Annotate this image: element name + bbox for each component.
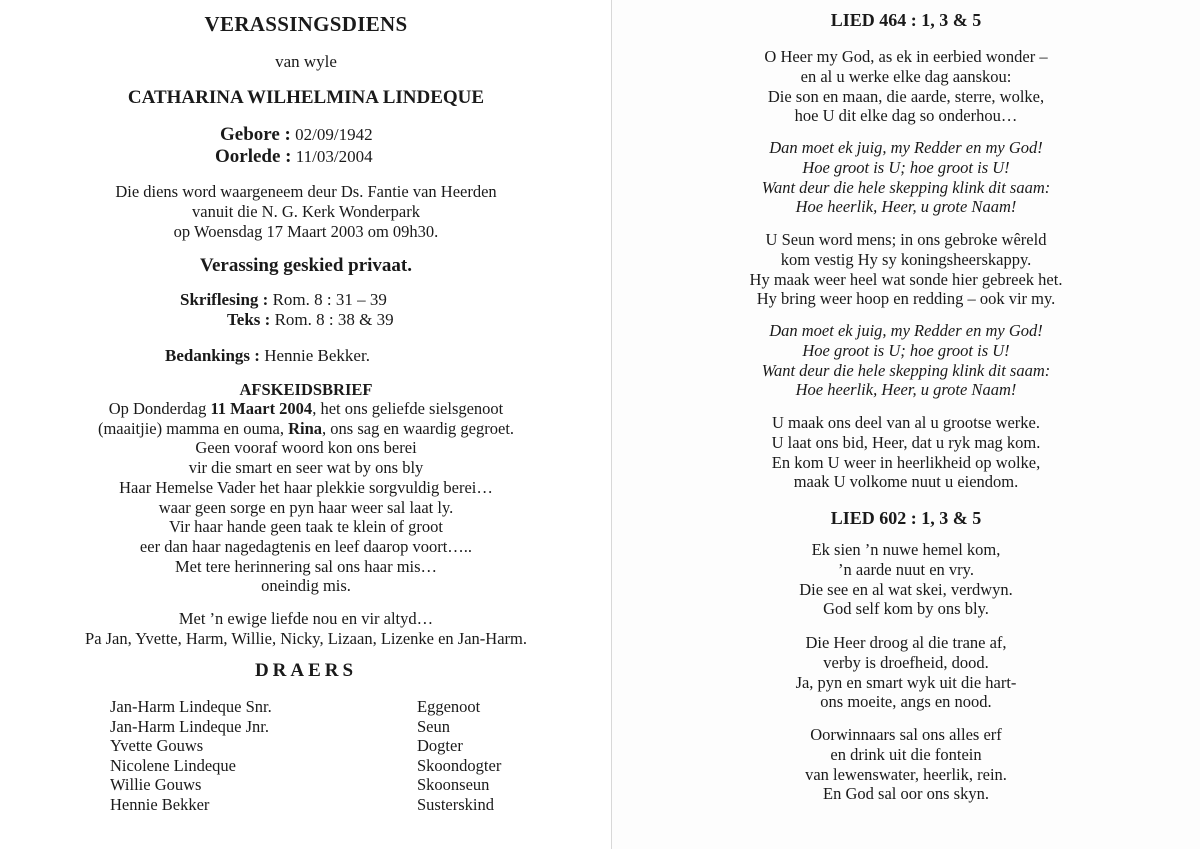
hymn-stanza [612, 633, 1200, 712]
page-title: VERASSINGSDIENS [204, 12, 408, 36]
stanza-line: Die Heer droog al die trane af, [805, 633, 1007, 652]
bearer-relation: Dogter [417, 736, 463, 755]
private-notice: Verassing geskied privaat. [199, 255, 412, 276]
hymn-title: LIED 464 : 1, 3 & 5 [830, 10, 982, 30]
death-date-value: 11/03/2004 [291, 147, 373, 166]
hymn-title: LIED 602 : 1, 3 & 5 [830, 508, 982, 528]
stanza-line: en drink uit die fontein [830, 744, 982, 764]
letter-line: Met tere herinnering sal ons haar mis… [174, 556, 438, 576]
letter-line: vir die smart en seer wat by ons bly [188, 458, 424, 478]
stanza-line: Hoe groot is U; hoe groot is U! [802, 340, 1010, 360]
hymn-stanza [612, 413, 1200, 492]
stanza-line: Dan moet ek juig, my Redder en my God! [769, 138, 1043, 157]
stanza-line: U Seun word mens; in ons gebroke wêreld [765, 230, 1047, 249]
hymn-refrain [612, 321, 1200, 400]
service-line: op Woensdag 17 Maart 2003 om 09h30. [173, 222, 439, 241]
stanza-line: Hoe groot is U; hoe groot is U! [802, 157, 1010, 177]
letter-text: , ons sag en waardig gegroet. [322, 418, 515, 438]
stanza-line: Oorwinnaars sal ons alles erf [810, 725, 1002, 744]
bearer-relation: Susterskind [417, 794, 495, 814]
stanza-line: Die son en maan, die aarde, sterre, wolke, [767, 86, 1045, 106]
signoff-line: Met ’n ewige liefde nou en vir altyd… [178, 609, 434, 628]
service-line: Die diens word waargeneem deur Ds. Fantie van Heerden [115, 182, 497, 201]
stanza-line: maak U volkome nuut u eiendom. [793, 472, 1019, 492]
bearer-name: Jan-Harm Lindeque Jnr. [110, 716, 269, 736]
letter-text: (maaitjie) mamma en ouma, [97, 418, 289, 438]
hymn-stanza [612, 230, 1200, 309]
letter-line: Vir haar hande geen taak te klein of groot [169, 517, 443, 537]
bearer-relation: Skoonseun [417, 775, 490, 794]
stanza-line: God self kom by ons bly. [823, 599, 989, 619]
letter-line: Geen vooraf woord kon ons berei [195, 438, 417, 458]
letter-line: waar geen sorge en pyn haar weer sal laat ly. [158, 497, 454, 517]
stanza-line: U maak ons deel van al u grootse werke. [771, 413, 1041, 432]
scripture-reading-label: Skriflesing : [180, 290, 269, 309]
sermon-text-label: Teks : [227, 310, 271, 329]
bearer-relation: Skoondogter [417, 755, 502, 775]
stanza-line: En kom U weer in heerlikheid op wolke, [771, 452, 1041, 472]
bearers-names [110, 697, 272, 814]
right-page [612, 0, 1200, 849]
letter-line: Haar Hemelse Vader het haar plekkie sorgvuldig berei… [119, 477, 493, 497]
bearers-relations [417, 697, 501, 814]
bearers-heading: DRAERS [254, 660, 358, 681]
stanza-line: verby is droefheid, dood. [823, 652, 989, 672]
stanza-line: ons moeite, angs en nood. [820, 692, 992, 712]
stanza-line: kom vestig Hy sy koningsheerskappy. [780, 249, 1032, 269]
bearer-relation: Eggenoot [417, 697, 481, 716]
bearer-name: Nicolene Lindeque [110, 755, 236, 775]
letter-line: eer dan haar nagedagtenis en leef daarop voort….. [139, 536, 473, 556]
stanza-line: O Heer my God, as ek in eerbied wonder – [764, 47, 1048, 66]
stanza-line: van lewenswater, heerlik, rein. [805, 764, 1007, 784]
hymn-stanza [612, 47, 1200, 126]
sermon-text-value: Rom. 8 : 38 & 39 [270, 310, 394, 329]
service-info [0, 182, 612, 242]
subtitle: van wyle [275, 52, 337, 71]
signoff-line: Pa Jan, Yvette, Harm, Willie, Nicky, Lizaan, Lizenke en Jan-Harm. [85, 628, 527, 648]
stanza-line: Die see en al wat skei, verdwyn. [799, 579, 1013, 599]
letter-line [0, 419, 612, 439]
letter-line: oneindig mis. [261, 576, 351, 596]
hymn-stanza [612, 725, 1200, 804]
service-line: vanuit die N. G. Kerk Wonderpark [192, 202, 420, 221]
death-date-label: Oorlede : [215, 146, 292, 167]
thanks-value: Hennie Bekker. [259, 346, 370, 365]
death-date-row [215, 146, 465, 168]
stanza-line: Hoe heerlik, Heer, u grote Naam! [795, 197, 1017, 217]
bearer-name: Hennie Bekker [110, 794, 210, 814]
farewell-letter [0, 399, 612, 596]
stanza-line: en al u werke elke dag aanskou: [800, 66, 1012, 86]
stanza-line: Dan moet ek juig, my Redder en my God! [769, 321, 1043, 340]
letter-name: Rina [288, 418, 323, 438]
letter-signoff [0, 609, 612, 648]
birth-date-label: Gebore : [220, 124, 291, 145]
letter-heading: AFSKEIDSBRIEF [239, 380, 373, 399]
sermon-text [227, 310, 394, 330]
thanks-label: Bedankings : [165, 346, 260, 365]
stanza-line: Hy bring weer hoop en redding – ook vir my. [756, 289, 1056, 309]
stanza-line: Hy maak weer heel wat sonde hier gebreek het. [749, 269, 1063, 289]
hymn-stanza [612, 540, 1200, 619]
stanza-line: Want deur die hele skepping klink dit saam: [761, 177, 1051, 197]
birth-date-row [220, 124, 470, 146]
scripture-reading-value: Rom. 8 : 31 – 39 [268, 290, 387, 309]
letter-line [0, 399, 612, 419]
bearer-name: Jan-Harm Lindeque Snr. [110, 697, 272, 716]
stanza-line: Hoe heerlik, Heer, u grote Naam! [795, 380, 1017, 400]
scripture-reading [180, 290, 387, 310]
bearer-name: Willie Gouws [110, 775, 202, 794]
stanza-line: Want deur die hele skepping klink dit saam: [761, 360, 1051, 380]
hymn-refrain [612, 138, 1200, 217]
letter-date: 11 Maart 2004 [210, 399, 313, 418]
stanza-line: Ek sien ’n nuwe hemel kom, [811, 540, 1001, 559]
thanks [165, 346, 370, 366]
letter-text: Op Donderdag [108, 399, 211, 418]
letter-text: , het ons geliefde sielsgenoot [312, 399, 504, 418]
bearer-relation: Seun [417, 716, 450, 736]
stanza-line: En God sal oor ons skyn. [823, 784, 989, 804]
stanza-line: U laat ons bid, Heer, dat u ryk mag kom. [771, 432, 1041, 452]
stanza-line: Ja, pyn en smart wyk uit die hart- [795, 672, 1017, 692]
stanza-line: ’n aarde nuut en vry. [838, 559, 974, 579]
birth-date-value: 02/09/1942 [290, 125, 373, 144]
stanza-line: hoe U dit elke dag so onderhou… [794, 106, 1018, 126]
bearer-name: Yvette Gouws [110, 736, 204, 755]
deceased-name: CATHARINA WILHELMINA LINDEQUE [127, 87, 485, 108]
